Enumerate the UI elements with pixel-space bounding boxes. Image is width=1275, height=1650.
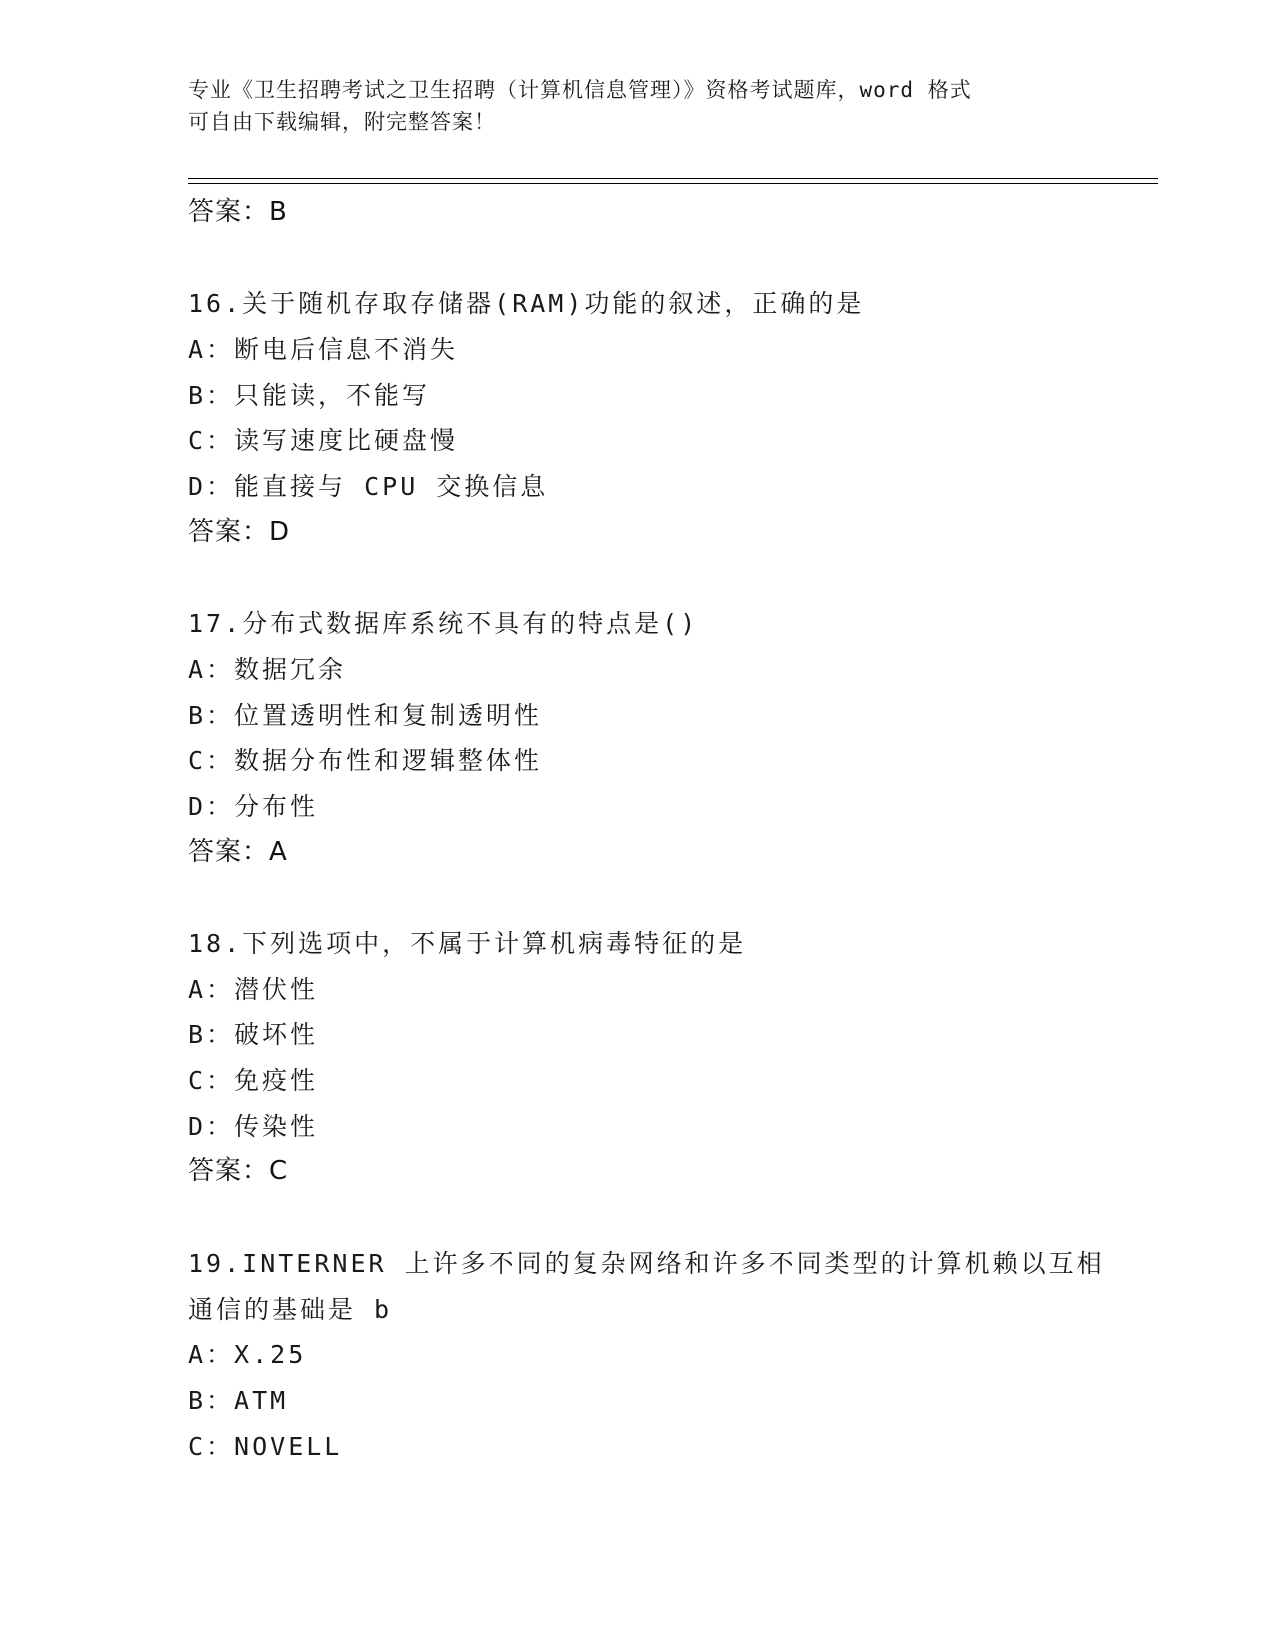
answer-line: 答案：C [188, 1156, 289, 1187]
spacer [188, 236, 1148, 282]
document-header [188, 74, 1088, 138]
header-divider-bottom [188, 183, 1158, 184]
answer-line: 答案：B [188, 197, 288, 227]
question-text: 17.分布式数据库系统不具有的特点是() [188, 609, 699, 639]
question-text: 18.下列选项中，不属于计算机病毒特征的是 [188, 929, 747, 958]
question-text-continued: 通信的基础是 b [188, 1294, 393, 1324]
option-c: C：读写速度比硬盘慢 [188, 426, 459, 456]
option-b: B：只能读，不能写 [188, 380, 431, 410]
option-c: C：免疫性 [188, 1066, 319, 1096]
option-b: B：位置透明性和复制透明性 [188, 700, 543, 730]
answer-line: 答案：D [188, 516, 291, 547]
option-a: A：X.25 [188, 1340, 307, 1370]
question-block [188, 281, 1148, 555]
option-d: D：分布性 [188, 791, 319, 821]
question-block [188, 601, 1148, 875]
question-block [188, 921, 1148, 1195]
option-b: B：破坏性 [188, 1020, 319, 1050]
spacer [188, 1195, 1148, 1241]
option-a: A：数据冗余 [188, 654, 347, 684]
header-divider-top [188, 178, 1158, 179]
document-body [188, 190, 1148, 1469]
answer-line: 答案：A [188, 836, 288, 867]
option-c: C：NOVELL [188, 1431, 343, 1461]
header-line-1: 专业《卫生招聘考试之卫生招聘（计算机信息管理）》资格考试题库，word 格式 [188, 78, 972, 102]
option-a: A：断电后信息不消失 [188, 335, 459, 365]
option-d: D：能直接与 CPU 交换信息 [188, 472, 549, 502]
spacer [188, 875, 1148, 921]
option-c: C：数据分布性和逻辑整体性 [188, 746, 543, 776]
option-b: B：ATM [188, 1385, 289, 1415]
header-line-2: 可自由下载编辑，附完整答案！ [188, 110, 496, 134]
option-d: D：传染性 [188, 1111, 319, 1141]
question-text: 16.关于随机存取存储器(RAM)功能的叙述，正确的是 [188, 289, 865, 319]
option-a: A：潜伏性 [188, 974, 319, 1004]
spacer [188, 556, 1148, 602]
question-block [188, 1241, 1148, 1469]
question-text: 19.INTERNER 上许多不同的复杂网络和许多不同类型的计算机赖以互相 [188, 1248, 1105, 1278]
